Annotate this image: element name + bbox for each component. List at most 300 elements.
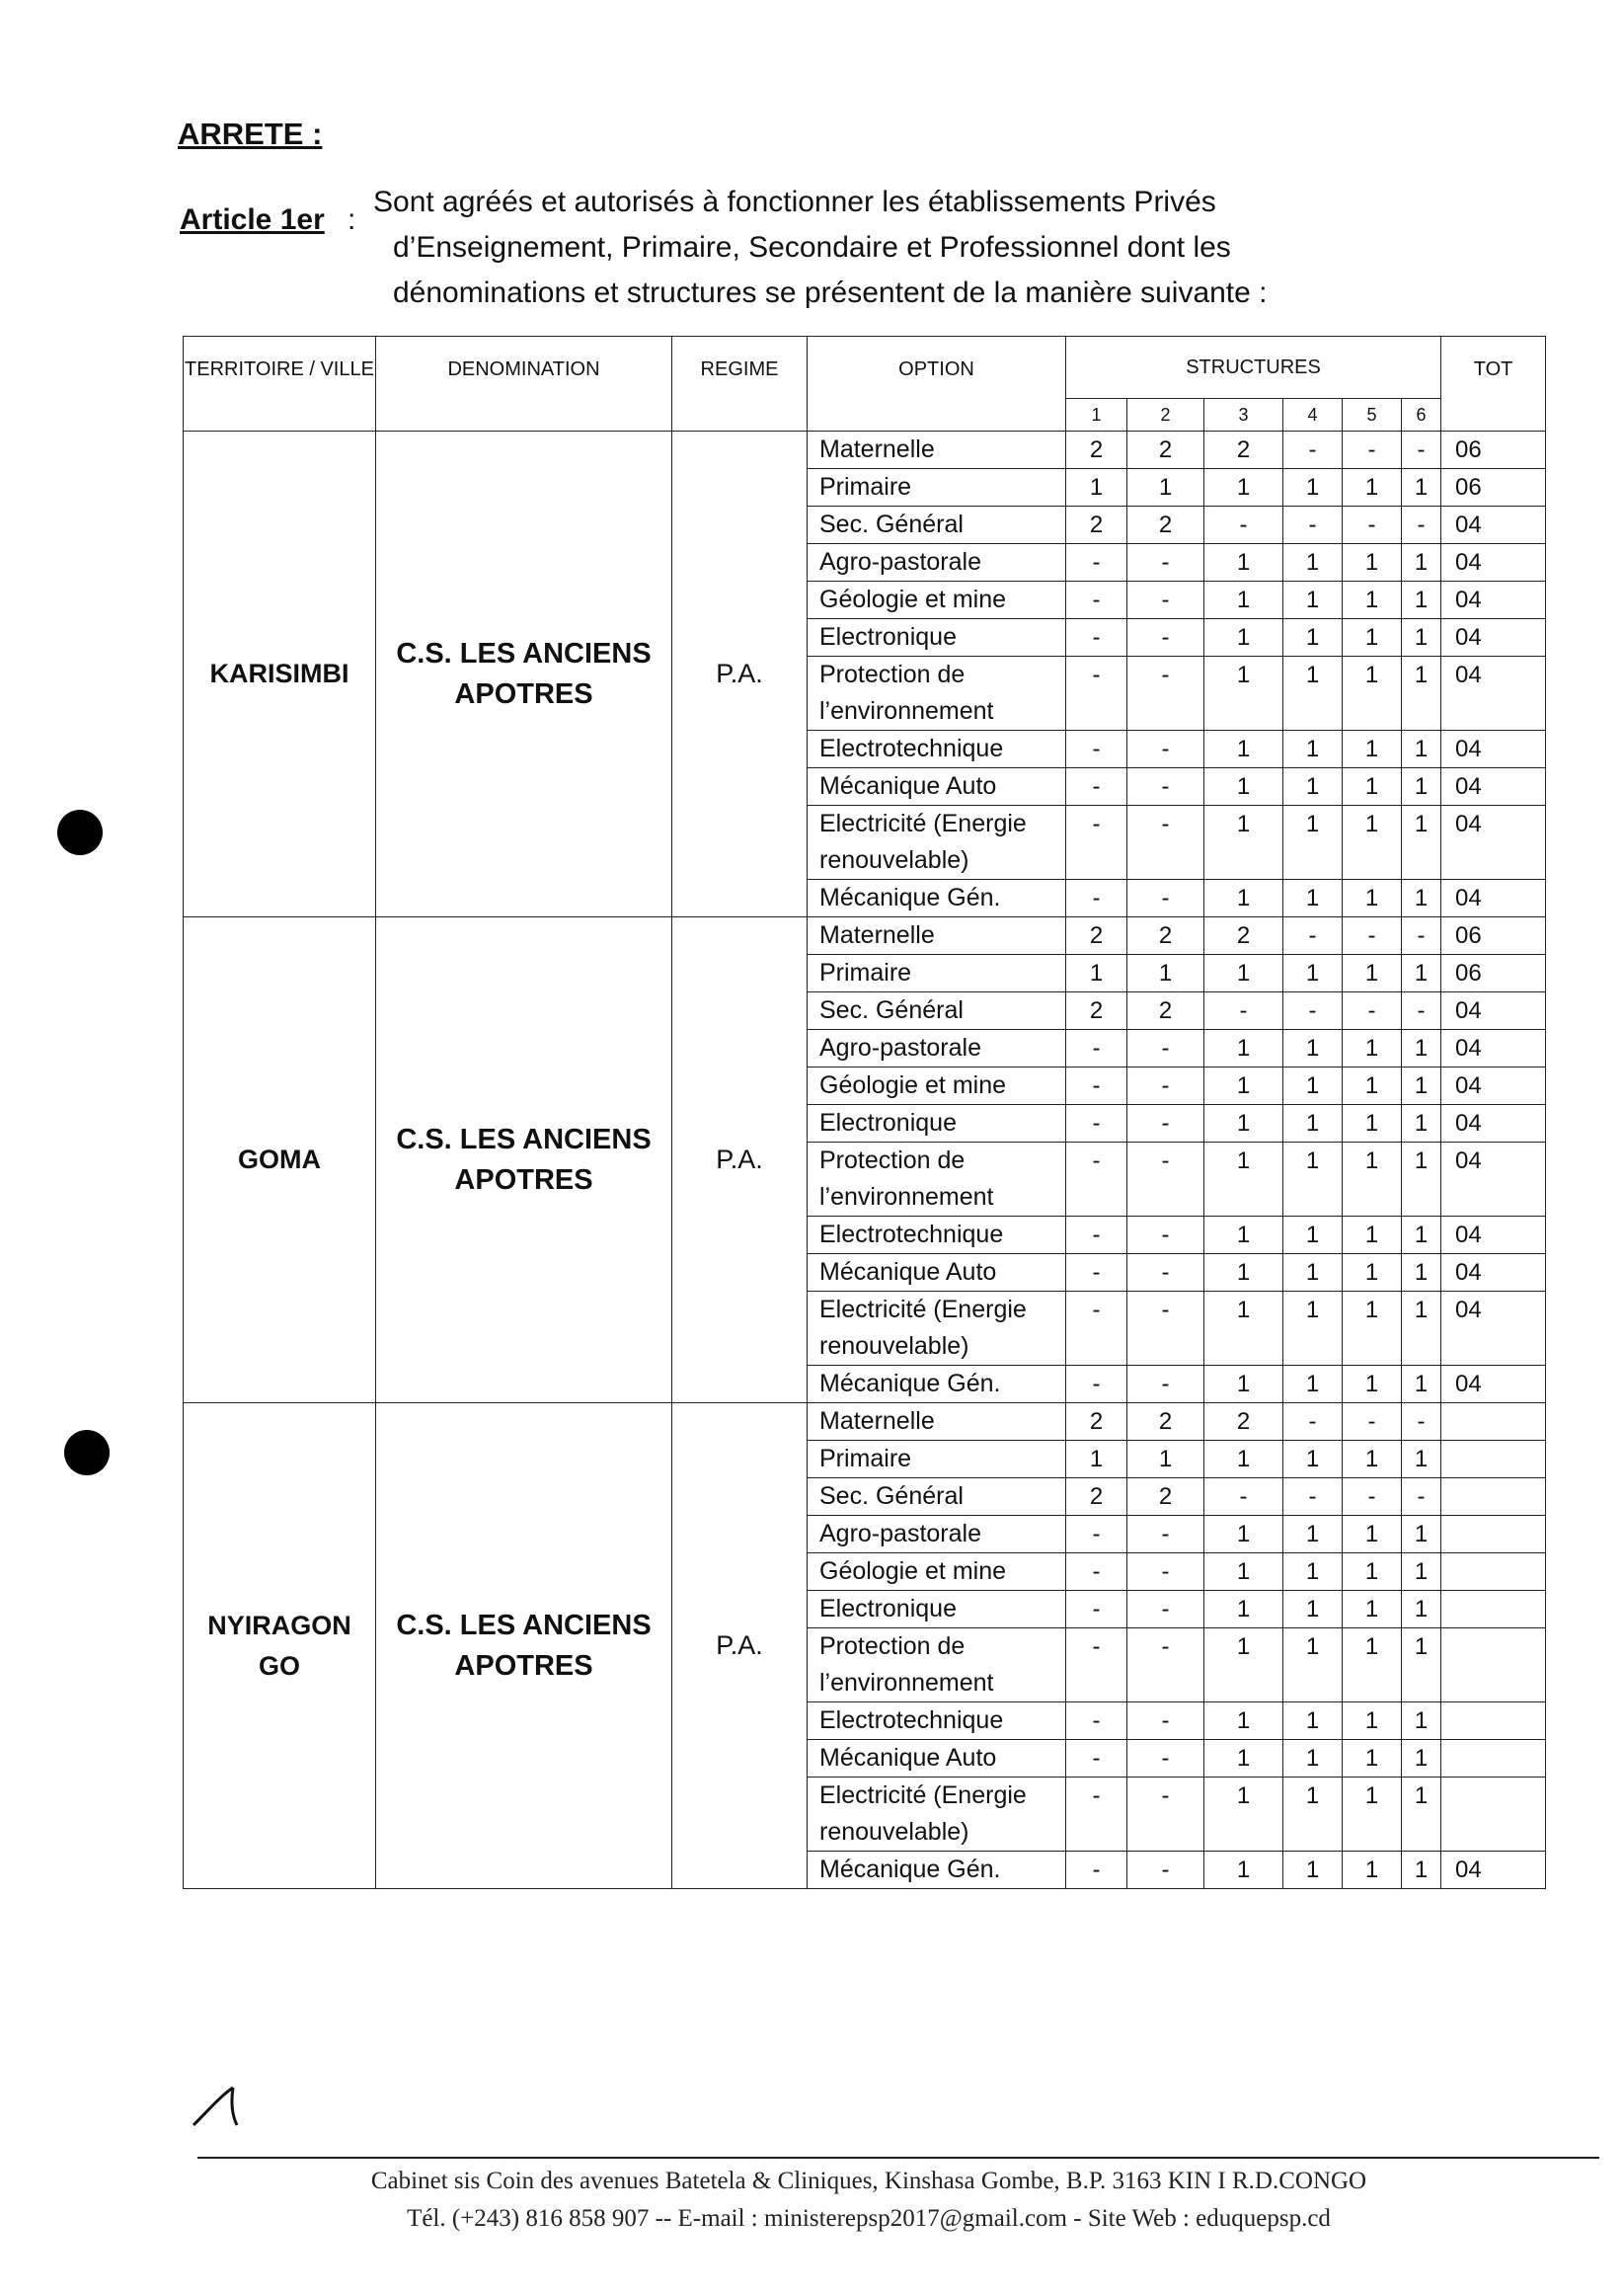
structure-level-cell: - bbox=[1127, 1852, 1204, 1889]
footer-address: Cabinet sis Coin des avenues Batetela & Cliniques, Kinshasa Gombe, B.P. 3163 KIN I R.D.CONGO bbox=[370, 2168, 1367, 2194]
structure-level-cell: - bbox=[1343, 507, 1402, 544]
structure-level-cell: 1 bbox=[1343, 1628, 1402, 1702]
tot-cell: 04 bbox=[1441, 1292, 1546, 1366]
structure-level-cell: - bbox=[1066, 1105, 1127, 1143]
tot-cell bbox=[1441, 1516, 1546, 1553]
structure-level-cell: 2 bbox=[1127, 992, 1204, 1030]
option-cell: Maternelle bbox=[808, 917, 1066, 955]
structure-level-cell: - bbox=[1204, 507, 1283, 544]
structure-level-cell: 1 bbox=[1283, 880, 1343, 917]
option-cell: Electricité (Energie renouvelable) bbox=[808, 806, 1066, 880]
structure-level-cell: 1 bbox=[1343, 1217, 1402, 1254]
structure-level-cell: 2 bbox=[1127, 1478, 1204, 1516]
tot-cell: 06 bbox=[1441, 432, 1546, 469]
structure-level-cell: 1 bbox=[1204, 1778, 1283, 1852]
header-structures: STRUCTURES bbox=[1066, 337, 1441, 399]
table-row bbox=[184, 432, 1546, 469]
structure-level-cell: 1 bbox=[1204, 955, 1283, 992]
structure-level-cell: 1 bbox=[1204, 657, 1283, 731]
structure-level-cell: - bbox=[1402, 917, 1441, 955]
structure-level-cell: - bbox=[1402, 992, 1441, 1030]
option-cell: Sec. Général bbox=[808, 1478, 1066, 1516]
structure-level-cell: 1 bbox=[1204, 1628, 1283, 1702]
table-row bbox=[184, 917, 1546, 955]
option-cell: Electrotechnique bbox=[808, 1217, 1066, 1254]
tot-cell: 04 bbox=[1441, 657, 1546, 731]
structure-level-cell: 2 bbox=[1066, 917, 1127, 955]
structure-level-cell: 1 bbox=[1402, 1591, 1441, 1628]
structure-level-cell: 1 bbox=[1283, 1254, 1343, 1292]
structures-table bbox=[183, 336, 1546, 1889]
structure-level-cell: 1 bbox=[1402, 1516, 1441, 1553]
structure-level-cell: - bbox=[1127, 806, 1204, 880]
table-body bbox=[184, 432, 1546, 1889]
structure-level-cell: 1 bbox=[1402, 1143, 1441, 1217]
footer-divider bbox=[197, 2157, 1599, 2159]
structure-level-cell: 1 bbox=[1283, 619, 1343, 657]
structure-level-cell: - bbox=[1066, 1030, 1127, 1067]
tot-cell bbox=[1441, 1740, 1546, 1778]
option-cell: Primaire bbox=[808, 1441, 1066, 1478]
structure-level-cell: - bbox=[1127, 1778, 1204, 1852]
tot-cell: 06 bbox=[1441, 469, 1546, 507]
tot-cell bbox=[1441, 1553, 1546, 1591]
structure-level-cell: - bbox=[1066, 1143, 1127, 1217]
structure-level-cell: 1 bbox=[1204, 1366, 1283, 1403]
structure-level-cell: 2 bbox=[1127, 507, 1204, 544]
structure-level-cell: 1 bbox=[1204, 1067, 1283, 1105]
structure-level-cell: 1 bbox=[1283, 1628, 1343, 1702]
article-line: Sont agréés et autorisés à fonctionner les établissements Privés bbox=[373, 186, 1216, 218]
option-cell: Electricité (Energie renouvelable) bbox=[808, 1778, 1066, 1852]
tot-cell: 04 bbox=[1441, 806, 1546, 880]
structure-level-cell: - bbox=[1127, 768, 1204, 806]
tot-cell: 04 bbox=[1441, 582, 1546, 619]
structure-level-cell: 1 bbox=[1283, 1292, 1343, 1366]
option-cell: Primaire bbox=[808, 955, 1066, 992]
article-colon: : bbox=[348, 203, 356, 236]
structure-level-cell: 1 bbox=[1204, 1105, 1283, 1143]
structure-level-cell: 1 bbox=[1402, 657, 1441, 731]
tot-cell: 04 bbox=[1441, 1366, 1546, 1403]
tot-cell: 04 bbox=[1441, 1217, 1546, 1254]
structure-level-cell: - bbox=[1127, 880, 1204, 917]
structure-level-cell: 2 bbox=[1127, 917, 1204, 955]
structure-level-cell: 1 bbox=[1402, 731, 1441, 768]
option-cell: Mécanique Auto bbox=[808, 768, 1066, 806]
structure-level-cell: 1 bbox=[1283, 1591, 1343, 1628]
structure-level-cell: - bbox=[1127, 1366, 1204, 1403]
structure-level-cell: 1 bbox=[1283, 768, 1343, 806]
structure-level-cell: 1 bbox=[1204, 1254, 1283, 1292]
option-cell: Electronique bbox=[808, 1591, 1066, 1628]
punch-hole bbox=[57, 810, 103, 855]
structure-level-cell: 1 bbox=[1283, 1030, 1343, 1067]
structure-level-cell: 2 bbox=[1204, 432, 1283, 469]
structure-level-cell: - bbox=[1066, 1591, 1127, 1628]
option-cell: Géologie et mine bbox=[808, 582, 1066, 619]
structure-level-cell: 1 bbox=[1283, 657, 1343, 731]
structure-level-cell: 1 bbox=[1283, 1516, 1343, 1553]
structure-level-cell: - bbox=[1066, 1067, 1127, 1105]
option-cell: Protection de l’environnement bbox=[808, 657, 1066, 731]
structure-level-cell: - bbox=[1066, 880, 1127, 917]
structure-level-cell: - bbox=[1066, 1628, 1127, 1702]
structure-level-cell: - bbox=[1343, 992, 1402, 1030]
structure-level-cell: 1 bbox=[1283, 1105, 1343, 1143]
structure-level-cell: 1 bbox=[1343, 1702, 1402, 1740]
structure-level-cell: - bbox=[1283, 992, 1343, 1030]
structure-level-cell: 2 bbox=[1204, 917, 1283, 955]
structure-level-cell: 2 bbox=[1066, 1478, 1127, 1516]
structure-level-cell: 1 bbox=[1402, 1067, 1441, 1105]
article-line: dénominations et structures se présentent de la manière suivante : bbox=[393, 277, 1268, 309]
structure-level-cell: - bbox=[1127, 657, 1204, 731]
structure-level-cell: 1 bbox=[1343, 1591, 1402, 1628]
structure-level-cell: - bbox=[1127, 1217, 1204, 1254]
option-cell: Primaire bbox=[808, 469, 1066, 507]
structure-level-cell: 1 bbox=[1066, 1441, 1127, 1478]
header-option: OPTION bbox=[808, 337, 1066, 432]
structure-level-cell: 1 bbox=[1402, 1030, 1441, 1067]
structure-level-cell: 2 bbox=[1066, 1403, 1127, 1441]
structure-level-cell: - bbox=[1127, 1067, 1204, 1105]
structure-level-cell: 1 bbox=[1283, 1852, 1343, 1889]
structure-level-cell: - bbox=[1066, 1852, 1127, 1889]
structure-level-cell: 1 bbox=[1283, 1143, 1343, 1217]
footer-contact: Tél. (+243) 816 858 907 -- E-mail : ministerepsp2017@gmail.com - Site Web : eduquepsp.cd bbox=[407, 2205, 1331, 2232]
territoire-cell: NYIRAGON GO bbox=[184, 1403, 376, 1889]
article-text bbox=[373, 180, 1430, 316]
option-cell: Géologie et mine bbox=[808, 1067, 1066, 1105]
structure-level-cell: - bbox=[1066, 544, 1127, 582]
structure-level-cell: 1 bbox=[1402, 1105, 1441, 1143]
tot-cell bbox=[1441, 1628, 1546, 1702]
option-cell: Géologie et mine bbox=[808, 1553, 1066, 1591]
structure-level-cell: 1 bbox=[1343, 1553, 1402, 1591]
structure-level-cell: 1 bbox=[1283, 955, 1343, 992]
structure-level-cell: - bbox=[1066, 1292, 1127, 1366]
territoire-cell: GOMA bbox=[184, 917, 376, 1403]
structure-level-cell: - bbox=[1343, 917, 1402, 955]
footer bbox=[227, 2163, 1510, 2238]
option-cell: Electronique bbox=[808, 619, 1066, 657]
structure-level-cell: - bbox=[1283, 432, 1343, 469]
structure-level-cell: 1 bbox=[1283, 1441, 1343, 1478]
denomination-cell: C.S. LES ANCIENS APOTRES bbox=[376, 1403, 672, 1889]
structure-level-cell: 1 bbox=[1402, 469, 1441, 507]
structure-level-cell: 1 bbox=[1402, 1740, 1441, 1778]
option-cell: Protection de l’environnement bbox=[808, 1628, 1066, 1702]
structure-level-cell: 1 bbox=[1283, 1778, 1343, 1852]
structure-level-cell: 1 bbox=[1204, 1292, 1283, 1366]
option-cell: Mécanique Gén. bbox=[808, 880, 1066, 917]
structure-level-cell: - bbox=[1127, 619, 1204, 657]
tot-cell: 04 bbox=[1441, 544, 1546, 582]
structure-level-cell: 1 bbox=[1402, 619, 1441, 657]
structure-level-cell: 1 bbox=[1283, 1553, 1343, 1591]
structure-level-cell: - bbox=[1127, 544, 1204, 582]
heading-arrete: ARRETE : bbox=[178, 117, 323, 151]
structure-level-cell: 1 bbox=[1127, 1441, 1204, 1478]
structure-level-cell: 1 bbox=[1283, 731, 1343, 768]
structure-level-cell: - bbox=[1127, 1591, 1204, 1628]
structure-level-cell: - bbox=[1402, 1478, 1441, 1516]
option-cell: Mécanique Auto bbox=[808, 1740, 1066, 1778]
structure-level-cell: 1 bbox=[1402, 768, 1441, 806]
tot-cell: 04 bbox=[1441, 507, 1546, 544]
structure-level-cell: 1 bbox=[1283, 1702, 1343, 1740]
structure-level-cell: - bbox=[1343, 1403, 1402, 1441]
regime-cell: P.A. bbox=[672, 1403, 808, 1889]
structure-level-cell: 1 bbox=[1343, 469, 1402, 507]
structure-level-cell: 1 bbox=[1343, 768, 1402, 806]
structure-level-cell: - bbox=[1402, 1403, 1441, 1441]
structure-level-cell: 1 bbox=[1343, 731, 1402, 768]
tot-cell bbox=[1441, 1591, 1546, 1628]
tot-cell: 04 bbox=[1441, 768, 1546, 806]
structure-level-cell: - bbox=[1066, 1366, 1127, 1403]
structure-level-cell: 2 bbox=[1127, 1403, 1204, 1441]
structure-level-cell: 1 bbox=[1343, 619, 1402, 657]
structure-level-cell: - bbox=[1343, 1478, 1402, 1516]
structure-level-cell: 1 bbox=[1402, 1702, 1441, 1740]
tot-cell: 04 bbox=[1441, 1143, 1546, 1217]
option-cell: Mécanique Auto bbox=[808, 1254, 1066, 1292]
structure-level-cell: 1 bbox=[1204, 1702, 1283, 1740]
structure-level-cell: - bbox=[1066, 582, 1127, 619]
option-cell: Electricité (Energie renouvelable) bbox=[808, 1292, 1066, 1366]
structure-level-cell: - bbox=[1283, 917, 1343, 955]
tot-cell bbox=[1441, 1441, 1546, 1478]
tot-cell: 04 bbox=[1441, 1030, 1546, 1067]
structure-level-cell: 1 bbox=[1402, 1441, 1441, 1478]
handwritten-initial-mark bbox=[188, 2082, 257, 2131]
structure-level-cell: 1 bbox=[1283, 806, 1343, 880]
structure-level-cell: - bbox=[1127, 1628, 1204, 1702]
structure-level-cell: 1 bbox=[1343, 1366, 1402, 1403]
structure-level-cell: 1 bbox=[1343, 657, 1402, 731]
header-regime: REGIME bbox=[672, 337, 808, 432]
structure-level-cell: 1 bbox=[1204, 1143, 1283, 1217]
structure-level-cell: - bbox=[1066, 768, 1127, 806]
punch-hole bbox=[64, 1430, 110, 1475]
structure-level-cell: 1 bbox=[1204, 806, 1283, 880]
structure-level-cell: - bbox=[1066, 731, 1127, 768]
tot-cell: 04 bbox=[1441, 880, 1546, 917]
tot-cell bbox=[1441, 1702, 1546, 1740]
structure-level-cell: 1 bbox=[1402, 1366, 1441, 1403]
tot-cell bbox=[1441, 1778, 1546, 1852]
option-cell: Protection de l’environnement bbox=[808, 1143, 1066, 1217]
structure-level-cell: 2 bbox=[1066, 992, 1127, 1030]
structure-level-cell: 2 bbox=[1204, 1403, 1283, 1441]
structure-level-cell: 1 bbox=[1402, 1628, 1441, 1702]
tot-cell bbox=[1441, 1403, 1546, 1441]
structure-level-cell: 1 bbox=[1204, 1553, 1283, 1591]
header-level: 2 bbox=[1127, 399, 1204, 432]
structure-level-cell: - bbox=[1066, 1254, 1127, 1292]
structure-level-cell: 1 bbox=[1283, 1067, 1343, 1105]
structure-level-cell: 2 bbox=[1066, 432, 1127, 469]
structure-level-cell: 1 bbox=[1283, 582, 1343, 619]
header-tot: TOT bbox=[1441, 337, 1546, 432]
option-cell: Agro-pastorale bbox=[808, 1030, 1066, 1067]
tot-cell: 04 bbox=[1441, 1254, 1546, 1292]
header-level: 4 bbox=[1283, 399, 1343, 432]
structure-level-cell: 1 bbox=[1204, 544, 1283, 582]
structure-level-cell: 1 bbox=[1343, 1778, 1402, 1852]
structure-level-cell: - bbox=[1127, 1516, 1204, 1553]
structure-level-cell: - bbox=[1066, 1778, 1127, 1852]
structure-level-cell: - bbox=[1127, 1553, 1204, 1591]
structure-level-cell: - bbox=[1127, 1702, 1204, 1740]
header-level: 1 bbox=[1066, 399, 1127, 432]
table-row bbox=[184, 1403, 1546, 1441]
structure-level-cell: 1 bbox=[1283, 1217, 1343, 1254]
option-cell: Agro-pastorale bbox=[808, 544, 1066, 582]
structure-level-cell: - bbox=[1402, 507, 1441, 544]
tot-cell: 04 bbox=[1441, 1105, 1546, 1143]
structure-level-cell: 1 bbox=[1402, 1254, 1441, 1292]
tot-cell: 04 bbox=[1441, 731, 1546, 768]
structure-level-cell: 1 bbox=[1343, 1067, 1402, 1105]
structure-level-cell: - bbox=[1066, 806, 1127, 880]
regime-cell: P.A. bbox=[672, 917, 808, 1403]
structure-level-cell: 1 bbox=[1204, 1030, 1283, 1067]
structure-level-cell: 1 bbox=[1402, 955, 1441, 992]
structure-level-cell: - bbox=[1343, 432, 1402, 469]
option-cell: Mécanique Gén. bbox=[808, 1852, 1066, 1889]
tot-cell: 04 bbox=[1441, 619, 1546, 657]
structure-level-cell: 1 bbox=[1343, 806, 1402, 880]
structure-level-cell: - bbox=[1127, 731, 1204, 768]
structure-level-cell: 1 bbox=[1283, 1366, 1343, 1403]
structure-level-cell: 1 bbox=[1402, 880, 1441, 917]
structure-level-cell: 1 bbox=[1204, 469, 1283, 507]
structure-level-cell: 1 bbox=[1066, 955, 1127, 992]
denomination-cell: C.S. LES ANCIENS APOTRES bbox=[376, 432, 672, 917]
structure-level-cell: 1 bbox=[1204, 1516, 1283, 1553]
structure-level-cell: - bbox=[1127, 1740, 1204, 1778]
article-label: Article 1er bbox=[180, 203, 325, 236]
option-cell: Electronique bbox=[808, 1105, 1066, 1143]
structure-level-cell: - bbox=[1127, 1292, 1204, 1366]
structure-level-cell: - bbox=[1127, 1254, 1204, 1292]
structure-level-cell: 2 bbox=[1066, 507, 1127, 544]
structure-level-cell: - bbox=[1127, 1030, 1204, 1067]
structure-level-cell: - bbox=[1283, 1478, 1343, 1516]
header-level: 3 bbox=[1204, 399, 1283, 432]
option-cell: Sec. Général bbox=[808, 507, 1066, 544]
option-cell: Maternelle bbox=[808, 432, 1066, 469]
structure-level-cell: - bbox=[1127, 1105, 1204, 1143]
structure-level-cell: 1 bbox=[1343, 955, 1402, 992]
structure-level-cell: - bbox=[1127, 582, 1204, 619]
structure-level-cell: - bbox=[1204, 1478, 1283, 1516]
structure-level-cell: 1 bbox=[1204, 1852, 1283, 1889]
tot-cell: 04 bbox=[1441, 992, 1546, 1030]
structure-level-cell: - bbox=[1066, 1516, 1127, 1553]
structure-level-cell: - bbox=[1066, 619, 1127, 657]
structure-level-cell: 1 bbox=[1343, 880, 1402, 917]
structure-level-cell: 1 bbox=[1402, 1292, 1441, 1366]
option-cell: Electrotechnique bbox=[808, 731, 1066, 768]
structure-level-cell: 1 bbox=[1204, 582, 1283, 619]
header-territoire: TERRITOIRE / VILLE bbox=[184, 337, 376, 432]
structure-level-cell: 1 bbox=[1283, 1740, 1343, 1778]
structure-level-cell: 1 bbox=[1343, 1740, 1402, 1778]
structure-level-cell: 1 bbox=[1204, 619, 1283, 657]
structure-level-cell: 1 bbox=[1343, 1292, 1402, 1366]
tot-cell bbox=[1441, 1478, 1546, 1516]
structure-level-cell: 1 bbox=[1402, 1778, 1441, 1852]
structure-level-cell: - bbox=[1066, 1553, 1127, 1591]
option-cell: Electrotechnique bbox=[808, 1702, 1066, 1740]
structure-level-cell: 1 bbox=[1402, 806, 1441, 880]
structure-level-cell: 1 bbox=[1343, 544, 1402, 582]
denomination-cell: C.S. LES ANCIENS APOTRES bbox=[376, 917, 672, 1403]
regime-cell: P.A. bbox=[672, 432, 808, 917]
structure-level-cell: - bbox=[1066, 1702, 1127, 1740]
header-level: 5 bbox=[1343, 399, 1402, 432]
structure-level-cell: 1 bbox=[1343, 1441, 1402, 1478]
structure-level-cell: 1 bbox=[1204, 731, 1283, 768]
structure-level-cell: - bbox=[1066, 657, 1127, 731]
tot-cell: 04 bbox=[1441, 1067, 1546, 1105]
structure-level-cell: 1 bbox=[1343, 1852, 1402, 1889]
structure-level-cell: 1 bbox=[1204, 768, 1283, 806]
tot-cell: 06 bbox=[1441, 955, 1546, 992]
structure-level-cell: 1 bbox=[1283, 469, 1343, 507]
structure-level-cell: - bbox=[1204, 992, 1283, 1030]
header-denomination: DENOMINATION bbox=[376, 337, 672, 432]
tot-cell: 04 bbox=[1441, 1852, 1546, 1889]
structure-level-cell: 1 bbox=[1402, 1553, 1441, 1591]
structure-level-cell: 2 bbox=[1127, 432, 1204, 469]
structure-level-cell: - bbox=[1402, 432, 1441, 469]
option-cell: Maternelle bbox=[808, 1403, 1066, 1441]
territoire-cell: KARISIMBI bbox=[184, 432, 376, 917]
structure-level-cell: 1 bbox=[1343, 1030, 1402, 1067]
header-level: 6 bbox=[1402, 399, 1441, 432]
structure-level-cell: 1 bbox=[1402, 1852, 1441, 1889]
structure-level-cell: - bbox=[1127, 1143, 1204, 1217]
structure-level-cell: 1 bbox=[1204, 1217, 1283, 1254]
structure-level-cell: 1 bbox=[1402, 1217, 1441, 1254]
structure-level-cell: 1 bbox=[1343, 582, 1402, 619]
structure-level-cell: - bbox=[1066, 1217, 1127, 1254]
structure-level-cell: - bbox=[1283, 507, 1343, 544]
structure-level-cell: 1 bbox=[1204, 1591, 1283, 1628]
structure-level-cell: 1 bbox=[1343, 1143, 1402, 1217]
structure-level-cell: 1 bbox=[1204, 1740, 1283, 1778]
option-cell: Sec. Général bbox=[808, 992, 1066, 1030]
structure-level-cell: 1 bbox=[1127, 469, 1204, 507]
structure-level-cell: 1 bbox=[1066, 469, 1127, 507]
structure-level-cell: 1 bbox=[1343, 1105, 1402, 1143]
option-cell: Agro-pastorale bbox=[808, 1516, 1066, 1553]
article-line: d’Enseignement, Primaire, Secondaire et Professionnel dont les bbox=[393, 231, 1231, 264]
option-cell: Mécanique Gén. bbox=[808, 1366, 1066, 1403]
structure-level-cell: 1 bbox=[1204, 880, 1283, 917]
structure-level-cell: - bbox=[1283, 1403, 1343, 1441]
structure-level-cell: 1 bbox=[1402, 582, 1441, 619]
structure-level-cell: - bbox=[1066, 1740, 1127, 1778]
structure-level-cell: 1 bbox=[1204, 1441, 1283, 1478]
structure-level-cell: 1 bbox=[1283, 544, 1343, 582]
structure-level-cell: 1 bbox=[1127, 955, 1204, 992]
